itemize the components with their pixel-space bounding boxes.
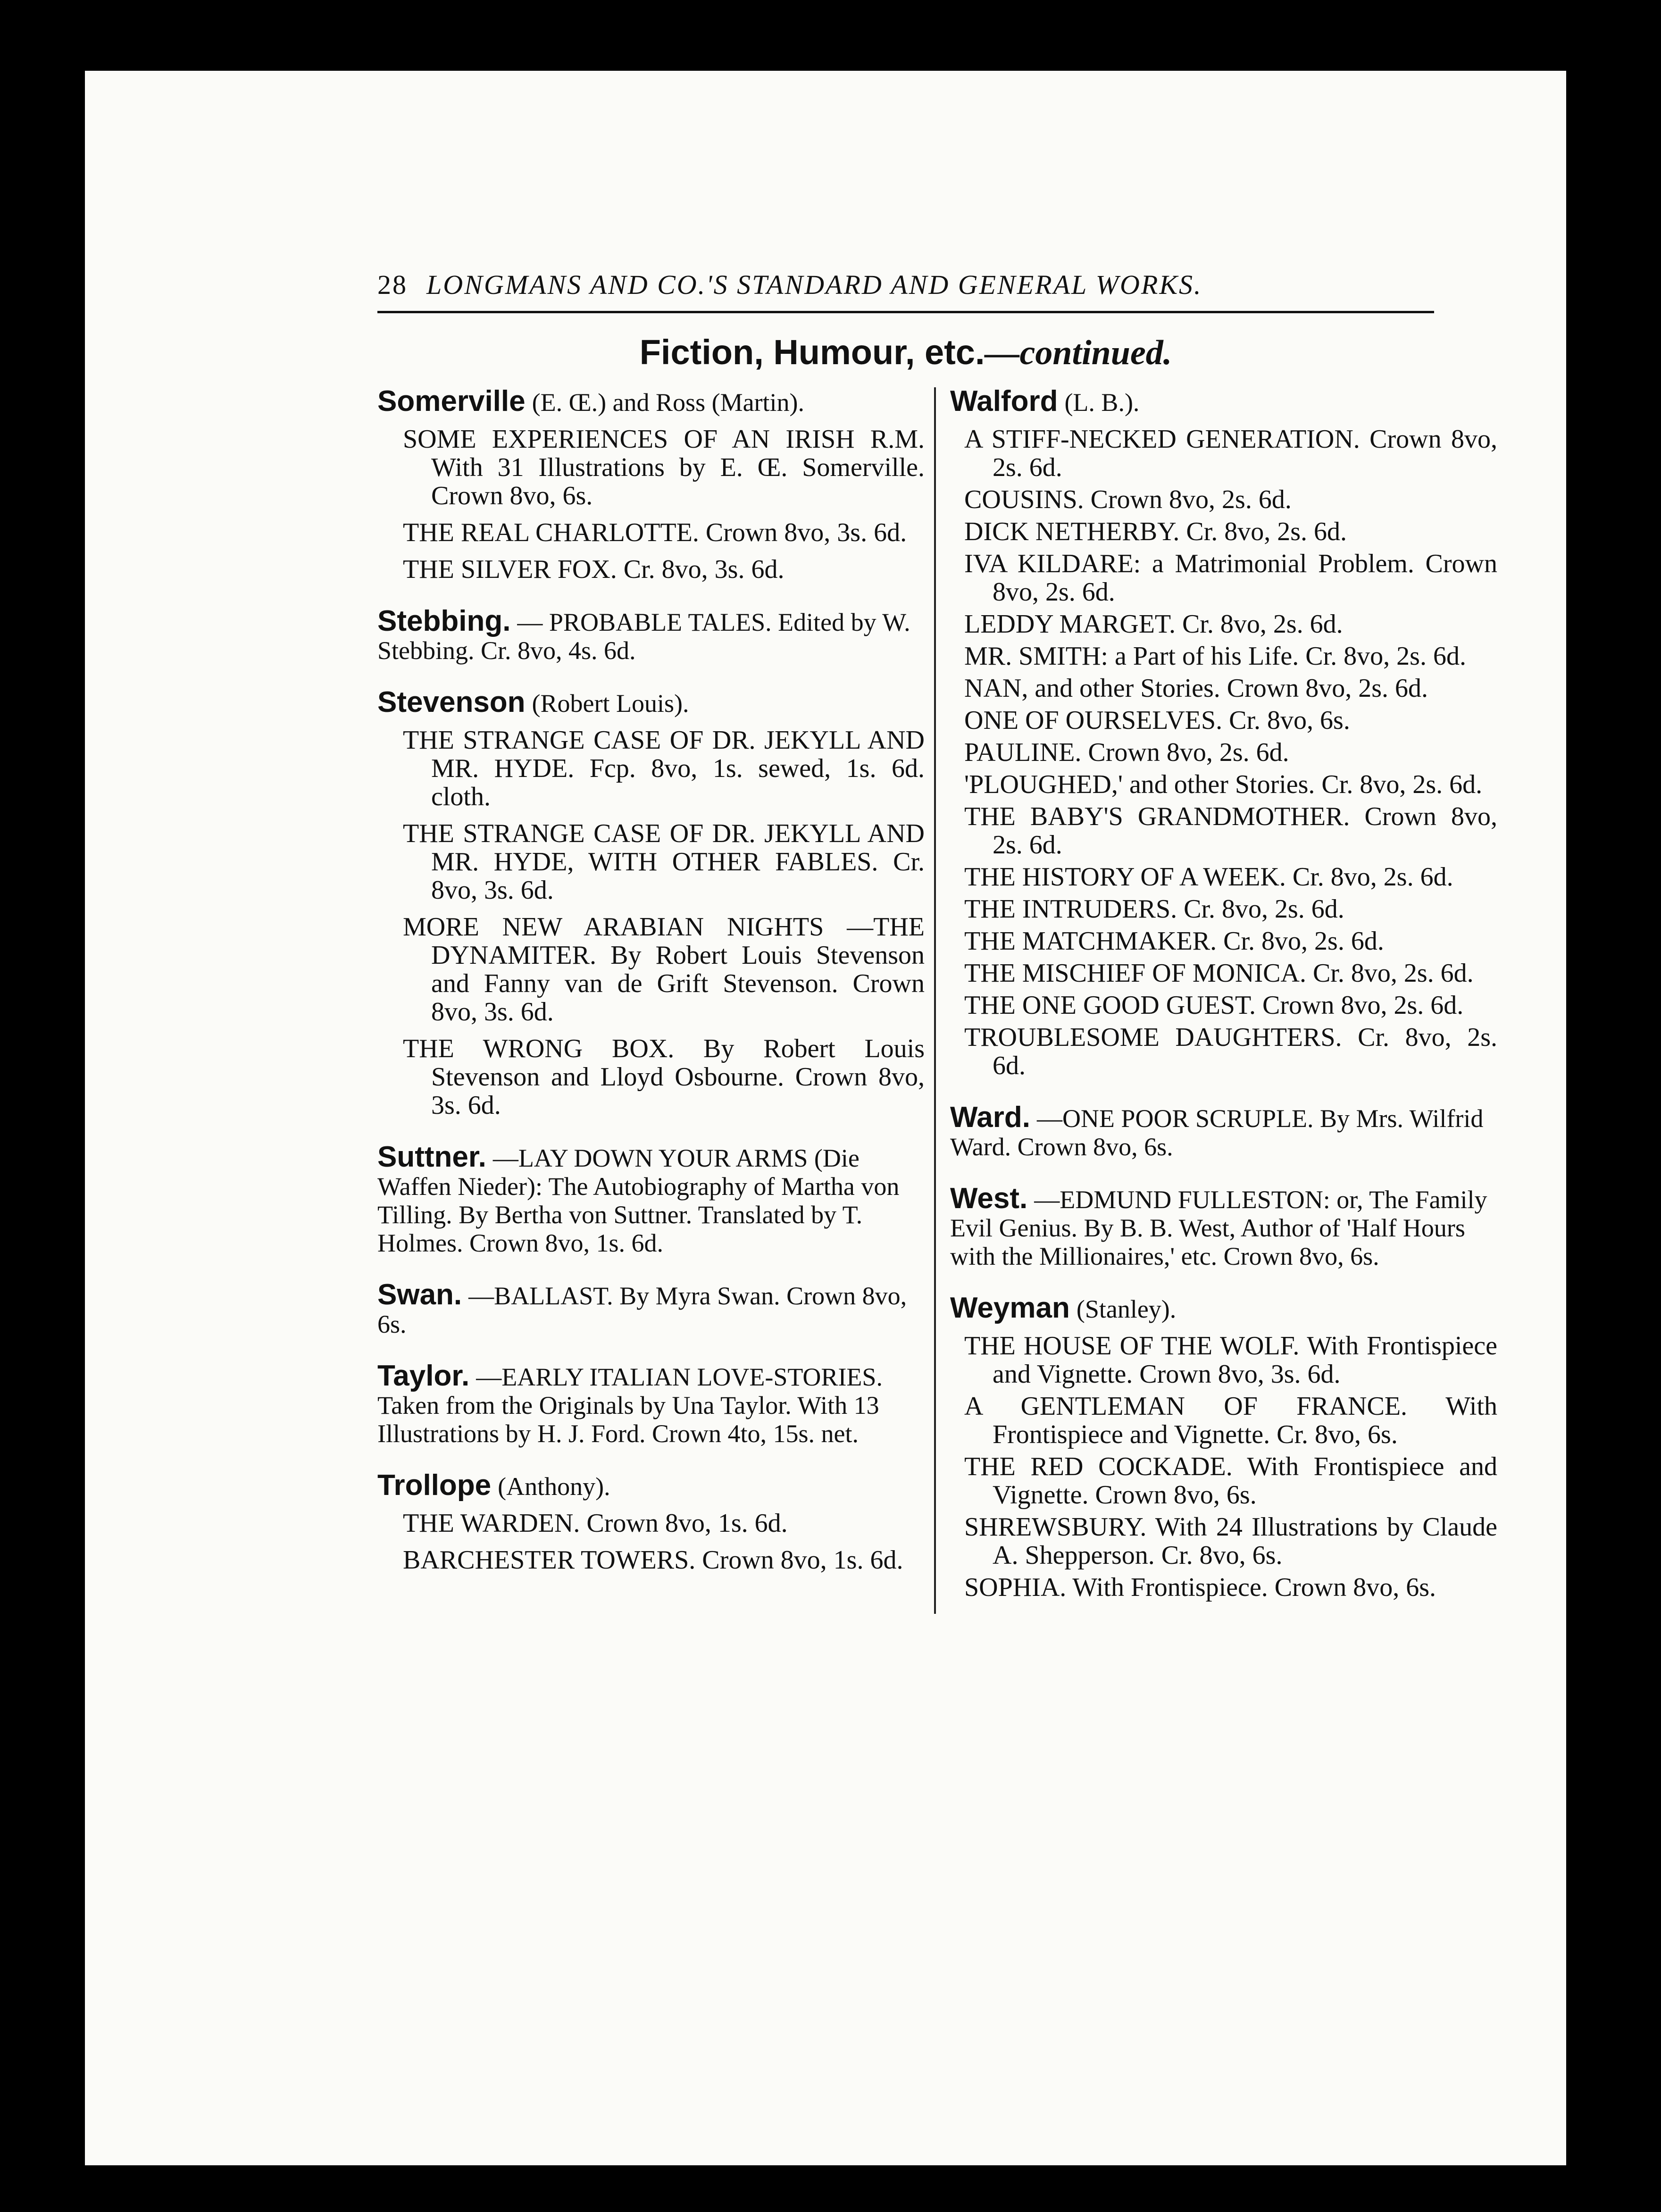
author-name: Stevenson [377,686,526,718]
book-entry: THE ONE GOOD GUEST. Crown 8vo, 2s. 6d. [964,991,1464,1020]
author-detail: (L. B.). [1064,388,1140,417]
author-entry [377,387,925,584]
book-entry: 'PLOUGHED,' and other Stories. Cr. 8vo, 2s. 6d. [964,770,1483,799]
book-entry: A GENTLEMAN OF FRANCE. With Frontispiece and Vignette. Cr. 8vo, 6s. [964,1392,1497,1449]
author-name: Weyman [950,1292,1070,1324]
book-entry: THE WARDEN. Crown 8vo, 1s. 6d. [403,1509,788,1538]
book-entry: IVA KILDARE: a Matrimonial Problem. Crown 8vo, 2s. 6d. [964,549,1497,607]
two-column-listing [377,387,1510,1614]
author-detail: (Anthony). [498,1472,610,1501]
book-entry: THE STRANGE CASE OF DR. JEKYLL AND MR. HYDE. Fcp. 8vo, 1s. sewed, 1s. 6d. cloth. [403,726,925,811]
book-entry: A STIFF-NECKED GENERATION. Crown 8vo, 2s. 6d. [964,425,1497,482]
book-entry: TROUBLESOME DAUGHTERS. Cr. 8vo, 2s. 6d. [964,1023,1497,1080]
author-name: Suttner. [377,1141,486,1173]
author-entry [950,1294,1497,1602]
author-name: Taylor. [377,1360,470,1392]
book-entry: THE HOUSE OF THE WOLF. With Frontispiece and Vignette. Crown 8vo, 3s. 6d. [964,1331,1497,1389]
book-entry: THE STRANGE CASE OF DR. JEKYLL AND MR. HYDE, WITH OTHER FABLES. Cr. 8vo, 3s. 6d. [403,819,925,905]
book-entry: THE MISCHIEF OF MONICA. Cr. 8vo, 2s. 6d. [964,959,1474,988]
book-entry: THE MATCHMAKER. Cr. 8vo, 2s. 6d. [964,927,1384,956]
author-detail: —LAY DOWN YOUR ARMS (Die Waffen Nieder): The Autobiography of Martha von Tilling. By Bertha von Suttner. Translated by T. Holmes. Crown 8vo, 1s. 6d. [377,1144,900,1257]
book-entry: THE BABY'S GRANDMOTHER. Crown 8vo, 2s. 6d. [964,802,1497,860]
book-entry: THE WRONG BOX. By Robert Louis Stevenson and Lloyd Osbourne. Crown 8vo, 3s. 6d. [403,1034,925,1120]
author-name: Ward. [950,1101,1030,1134]
book-entry: SOPHIA. With Frontispiece. Crown 8vo, 6s. [964,1573,1436,1602]
author-detail: —ONE POOR SCRUPLE. By Mrs. Wilfrid Ward. Crown 8vo, 6s. [950,1104,1484,1161]
book-entry: LEDDY MARGET. Cr. 8vo, 2s. 6d. [964,609,1343,639]
author-entry [377,1362,925,1448]
left-column [377,387,936,1614]
author-detail: —EARLY ITALIAN LOVE-STORIES. Taken from the Originals by Una Taylor. With 13 Illustrations by H. J. Ford. Crown 4to, 15s. net. [377,1363,883,1448]
author-entry [377,1143,925,1257]
header-rule [377,311,1434,313]
book-entry: MR. SMITH: a Part of his Life. Cr. 8vo, 2s. 6d. [964,642,1466,671]
book-entry: THE SILVER FOX. Cr. 8vo, 3s. 6d. [403,555,785,584]
section-continued: —continued. [985,334,1172,372]
author-name: Trollope [377,1469,492,1502]
book-entry: COUSINS. Crown 8vo, 2s. 6d. [964,485,1292,514]
author-entry [377,1471,925,1574]
right-column [936,387,1497,1614]
running-title: LONGMANS AND CO.'S STANDARD AND GENERAL WORKS. [426,269,1202,300]
book-entry: ONE OF OURSELVES. Cr. 8vo, 6s. [964,706,1350,735]
author-name: West. [950,1182,1028,1215]
section-title-text: Fiction, Humour, etc. [639,333,985,372]
book-entry: THE INTRUDERS. Cr. 8vo, 2s. 6d. [964,894,1344,924]
author-name: Swan. [377,1278,462,1311]
book-entry: THE RED COCKADE. With Frontispiece and Vignette. Crown 8vo, 6s. [964,1452,1497,1510]
section-title [377,332,1434,373]
book-entry: PAULINE. Crown 8vo, 2s. 6d. [964,738,1289,767]
author-detail: —BALLAST. By Myra Swan. Crown 8vo, 6s. [377,1282,907,1338]
author-name: Stebbing. [377,605,511,637]
author-detail: (Stanley). [1076,1295,1177,1323]
running-head [377,269,1519,311]
book-page [85,71,1566,2165]
author-entry [950,1103,1497,1161]
page-number: 28 [377,269,408,300]
author-entry [377,607,925,665]
author-entry [950,387,1497,1080]
book-entry: THE REAL CHARLOTTE. Crown 8vo, 3s. 6d. [403,518,907,547]
book-entry: MORE NEW ARABIAN NIGHTS —THE DYNAMITER. By Robert Louis Stevenson and Fanny van de Grift Stevenson. Crown 8vo, 3s. 6d. [403,912,925,1027]
author-entry [377,688,925,1119]
author-detail: (Robert Louis). [532,689,689,718]
book-entry: SHREWSBURY. With 24 Illustrations by Claude A. Shepperson. Cr. 8vo, 6s. [964,1512,1497,1570]
author-entry [377,1278,925,1338]
page-content [377,269,1519,1614]
author-detail: — PROBABLE TALES. Edited by W. Stebbing. Cr. 8vo, 4s. 6d. [377,608,910,665]
author-entry [950,1182,1497,1270]
book-entry: BARCHESTER TOWERS. Crown 8vo, 1s. 6d. [403,1545,903,1575]
author-detail: (E. Œ.) and Ross (Martin). [532,388,805,417]
author-detail: —EDMUND FULLESTON: or, The Family Evil Genius. By B. B. West, Author of 'Half Hours with the Millionaires,' etc. Crown 8vo, 6s. [950,1185,1487,1270]
book-entry: SOME EXPERIENCES OF AN IRISH R.M. With 31 Illustrations by E. Œ. Somerville. Crown 8vo, 6s. [403,425,925,510]
author-name: Walford [950,385,1058,417]
book-entry: DICK NETHERBY. Cr. 8vo, 2s. 6d. [964,517,1347,546]
author-name: Somerville [377,385,526,417]
book-entry: THE HISTORY OF A WEEK. Cr. 8vo, 2s. 6d. [964,862,1453,892]
book-entry: NAN, and other Stories. Crown 8vo, 2s. 6d. [964,674,1428,703]
